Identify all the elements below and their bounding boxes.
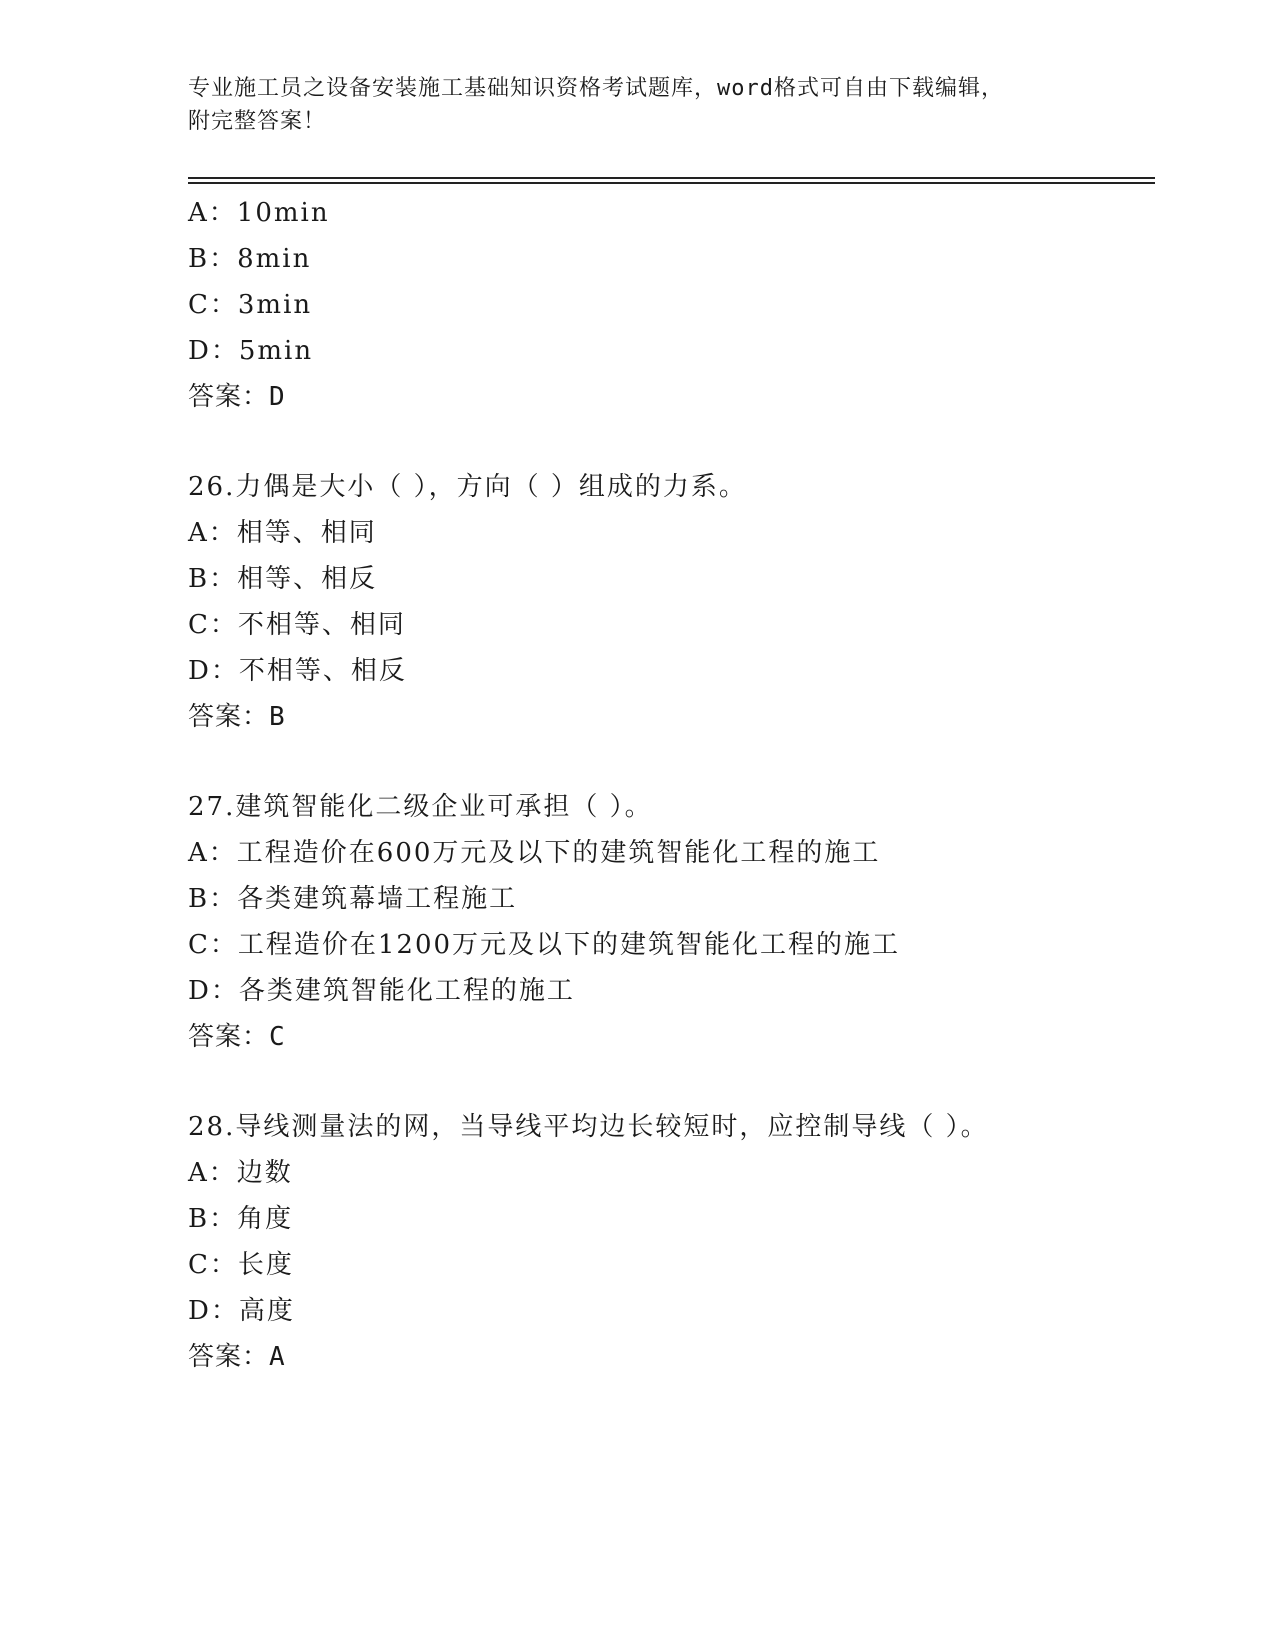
option-d: D：5min <box>188 336 314 366</box>
page-header <box>188 72 1088 138</box>
spacer <box>188 420 1155 464</box>
spacer <box>188 740 1155 784</box>
option-c: C：工程造价在1200万元及以下的建筑智能化工程的施工 <box>188 930 901 960</box>
option-b: B：8min <box>188 244 312 274</box>
question-26 <box>188 464 1155 740</box>
option-c: C：3min <box>188 290 313 320</box>
option-a: A：相等、相同 <box>188 518 377 548</box>
question-text: 28.导线测量法的网，当导线平均边长较短时，应控制导线（ ）。 <box>188 1112 989 1142</box>
option-a: A：工程造价在600万元及以下的建筑智能化工程的施工 <box>188 838 881 868</box>
header-line-1: 专业施工员之设备安装施工基础知识资格考试题库，word格式可自由下载编辑， <box>188 76 1004 101</box>
answer: 答案：B <box>188 702 286 732</box>
question-text: 26.力偶是大小（ ），方向（ ）组成的力系。 <box>188 472 747 502</box>
question-text: 27.建筑智能化二级企业可承担（ ）。 <box>188 792 653 822</box>
option-b: B：角度 <box>188 1204 294 1234</box>
option-d: D：各类建筑智能化工程的施工 <box>188 976 575 1006</box>
option-a: A：边数 <box>188 1158 293 1188</box>
header-divider-top <box>188 177 1155 179</box>
question-28 <box>188 1104 1155 1380</box>
answer: 答案：C <box>188 1022 286 1052</box>
question-27 <box>188 784 1155 1060</box>
option-d: D：不相等、相反 <box>188 656 407 686</box>
option-c: C：长度 <box>188 1250 294 1280</box>
header-divider-bottom <box>188 182 1155 184</box>
header-line-2: 附完整答案！ <box>188 109 327 134</box>
answer: 答案：D <box>188 382 286 412</box>
question-list <box>188 190 1155 1380</box>
spacer <box>188 1060 1155 1104</box>
option-c: C：不相等、相同 <box>188 610 406 640</box>
question-25 <box>188 190 1155 420</box>
answer: 答案：A <box>188 1342 286 1372</box>
option-a: A：10min <box>188 198 330 228</box>
option-b: B：各类建筑幕墙工程施工 <box>188 884 518 914</box>
option-d: D：高度 <box>188 1296 295 1326</box>
option-b: B：相等、相反 <box>188 564 378 594</box>
